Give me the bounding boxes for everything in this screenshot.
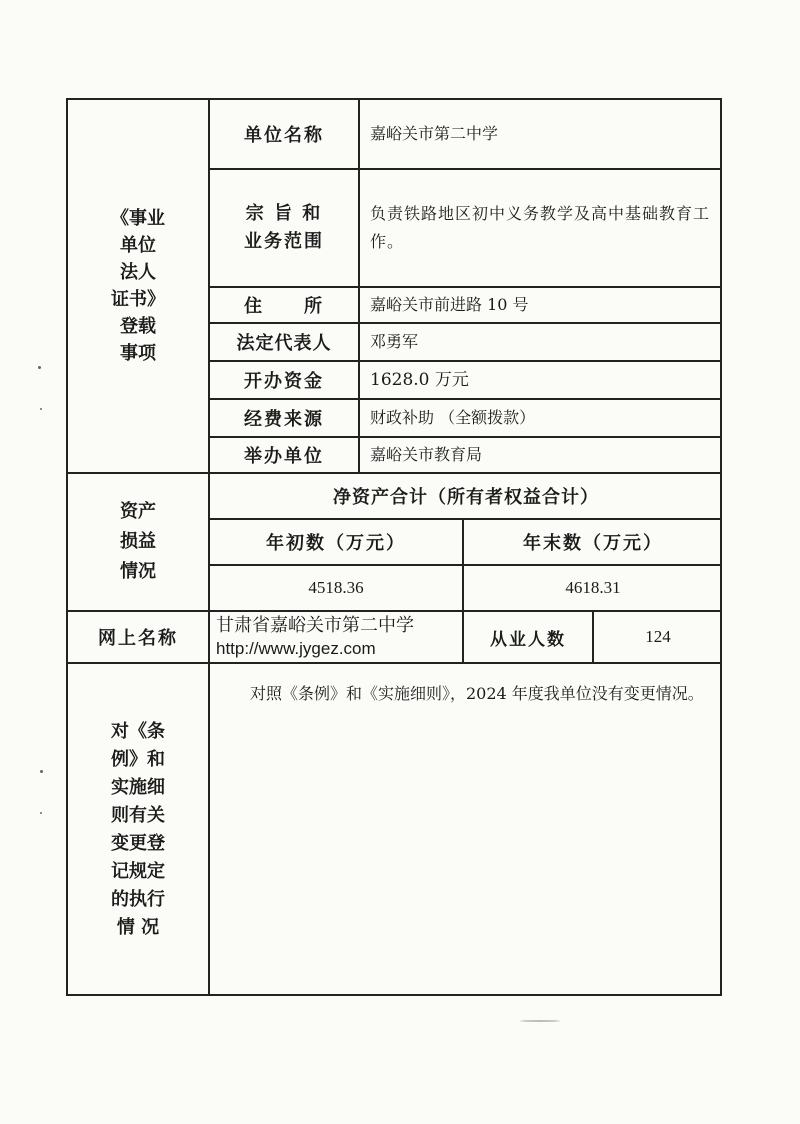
begin-year-value: 4518.36	[308, 578, 364, 597]
begin-year-label: 年初数（万元）	[266, 533, 406, 554]
scan-speck	[40, 770, 43, 773]
unit-name-value: 嘉峪关市第二中学	[370, 124, 499, 143]
address-label: 住 所	[244, 296, 324, 317]
purpose-value: 负责铁路地区初中义务教学及高中基础教育工作。	[370, 204, 711, 251]
funding-label: 经费来源	[244, 409, 324, 430]
staff-count-value: 124	[645, 627, 671, 646]
legal-rep-value: 邓勇军	[370, 332, 419, 351]
regulation-text: 对照《条例》和《实施细则》，2024 年度我单位没有变更情况。	[250, 684, 704, 703]
sponsor-value: 嘉峪关市教育局	[370, 445, 483, 464]
online-name-label: 网上名称	[98, 628, 178, 649]
scan-speck	[40, 408, 42, 410]
legal-rep-label: 法定代表人	[236, 333, 332, 354]
online-url-text: http://www.jygez.com	[216, 639, 376, 658]
address-value: 嘉峪关市前进路 10 号	[370, 295, 529, 314]
net-assets-header: 净资产合计（所有者权益合计）	[333, 487, 599, 508]
end-year-value: 4618.31	[565, 578, 621, 597]
capital-value: 1628.0 万元	[370, 370, 469, 390]
registration-section-label: 《事业 单位 法人 证书》 登载 事项	[111, 208, 165, 364]
sponsor-label: 举办单位	[244, 446, 324, 467]
assets-section-label: 资产 损益 情况	[120, 501, 156, 582]
staff-count-label: 从业人数	[490, 629, 566, 650]
funding-value: 财政补助 （全额拨款）	[370, 408, 536, 427]
regulation-section-label: 对《条 例》和 实施细 则有关 变更登 记规定 的执行 情 况	[111, 721, 165, 938]
scan-speck	[40, 812, 42, 814]
purpose-label: 宗 旨 和 业务范围	[244, 203, 324, 252]
unit-name-label: 单位名称	[244, 125, 324, 146]
end-year-label: 年末数（万元）	[523, 533, 663, 554]
scan-speck	[520, 1020, 560, 1022]
online-name-text: 甘肃省嘉峪关市第二中学	[216, 615, 414, 636]
registration-table	[66, 98, 722, 996]
capital-label: 开办资金	[244, 371, 324, 392]
online-name-value	[210, 612, 462, 662]
scan-speck	[38, 366, 41, 369]
